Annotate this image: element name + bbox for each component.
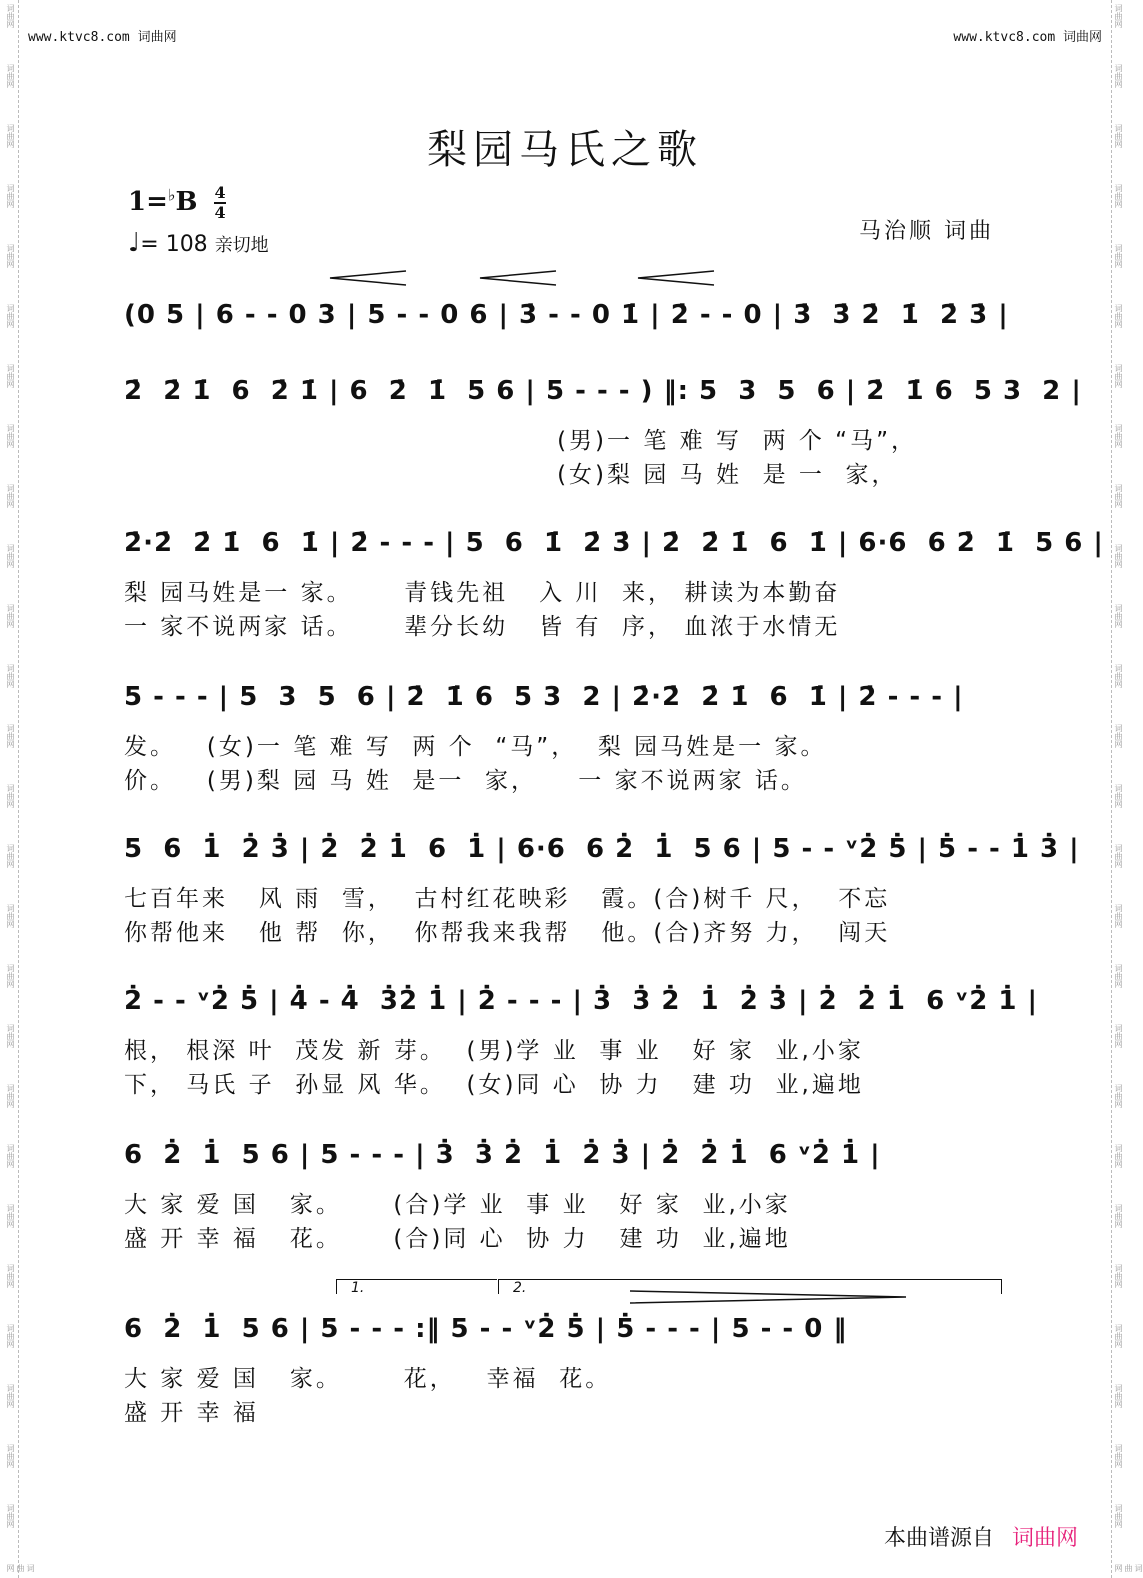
watermark-text: 词曲网 (1114, 1204, 1123, 1228)
watermark-text: 词曲网 (1114, 1444, 1123, 1468)
watermark-text: 词曲网 (1114, 1324, 1123, 1348)
crescendo-hairpin-3 (636, 268, 716, 288)
watermark-text: 词曲网 (1114, 124, 1123, 148)
key-note: B (175, 187, 198, 217)
lyric-verse-1: 发。 (女)一 笔 难 写 两 个 “马”， 梨 园马姓是一 家。 (124, 734, 827, 760)
tempo-expression: 亲切地 (214, 235, 269, 256)
header-left-url: www.ktvc8.com 词曲网 (28, 30, 177, 45)
watermark-text: 词曲网 (6, 244, 15, 268)
notation-line: 5 6 1̇ 2̇ 3̇ | 2̇ 2̇ 1̇ 6 1̇ | 6·6 6 2̇ 1̇ 5 6 | 5 - - ᵛ2̇ 5̇ | 5̇ - - 1̇ 3̇ | (124, 834, 1080, 864)
notation-line: 6 2̇ 1̇ 5 6 | 5 - - - | 3̇ 3̇ 2̇ 1̇ 2̇ 3̇ | 2̇ 2̇ 1̇ 6 ᵛ2̇ 1̇ | (124, 1140, 881, 1170)
watermark-text: 词曲网 (1114, 1564, 1143, 1572)
watermark-text: 词曲网 (1114, 1084, 1123, 1108)
watermark-text: 词曲网 (1114, 1144, 1123, 1168)
left-watermark-strip (4, 0, 35, 1578)
second-ending-bracket: 2. (498, 1279, 1002, 1294)
time-signature (214, 184, 225, 222)
watermark-text: 词曲网 (6, 1384, 15, 1408)
watermark-text: 词曲网 (6, 784, 15, 808)
watermark-text: 词曲网 (6, 124, 15, 148)
crescendo-hairpin-1 (328, 268, 408, 288)
key-tonic: 1= (128, 187, 168, 217)
watermark-text: 词曲网 (1114, 604, 1123, 628)
watermark-text: 词曲网 (6, 664, 15, 688)
lyric-verse-1: 大 家 爱 国 家。 花， 幸福 花。 (124, 1366, 612, 1392)
watermark-text: 词曲网 (1114, 364, 1123, 388)
author-credit: 马治顺 词曲 (859, 219, 994, 244)
notation-line: 2̇ - - ᵛ2̇ 5̇ | 4̇ - 4̇ 3̇2̇ 1̇ | 2̇ - - - | 3̇ 3̇ 2̇ 1̇ 2̇ 3̇ | 2̇ 2̇ 1̇ 6 ᵛ2̇ 1̇ | (124, 986, 1039, 1016)
watermark-text: 词曲网 (6, 184, 15, 208)
watermark-text: 词曲网 (6, 304, 15, 328)
watermark-text: 词曲网 (1114, 64, 1123, 88)
watermark-text: 词曲网 (1114, 304, 1123, 328)
watermark-text: 词曲网 (1114, 1264, 1123, 1288)
watermark-text: 词曲网 (1114, 424, 1123, 448)
watermark-text: 词曲网 (1114, 484, 1123, 508)
watermark-text: 词曲网 (1114, 724, 1123, 748)
watermark-text: 词曲网 (1114, 784, 1123, 808)
notation-line: 6 2̇ 1̇ 5 6 | 5 - - - :‖ 5 - - ᵛ2̇ 5̇ | 5̇ - - - | 5 - - 0 ‖ (124, 1314, 848, 1344)
lyric-verse-2: 你帮他来 他 帮 你， 你帮我来我帮 他。(合)齐努 力， 闯天 (124, 920, 891, 946)
crescendo-hairpin-2 (478, 268, 558, 288)
lyric-verse-2: (女)梨 园 马 姓 是 一 家， (124, 462, 898, 488)
footer-source (884, 1521, 1078, 1552)
watermark-text: 词曲网 (1114, 1024, 1123, 1048)
footer-brand-link[interactable]: 词曲网 (1011, 1526, 1078, 1551)
watermark-text: 词曲网 (1114, 184, 1123, 208)
watermark-text: 词曲网 (6, 1504, 15, 1528)
tempo-marking (128, 228, 269, 258)
watermark-text: 词曲网 (6, 4, 15, 28)
watermark-text: 词曲网 (1114, 964, 1123, 988)
watermark-text: 词曲网 (6, 904, 15, 928)
notation-line: 5 - - - | 5 3 5 6 | 2̇ 1̇ 6 5 3 2 | 2̇·2̇ 2̇ 1̇ 6 1̇ | 2̇ - - - | (124, 682, 964, 712)
lyric-verse-2: 价。 (男)梨 园 马 姓 是一 家， 一 家不说两家 话。 (124, 768, 807, 794)
watermark-text: 词曲网 (6, 1324, 15, 1348)
watermark-text: 词曲网 (6, 1264, 15, 1288)
watermark-text: 词曲网 (6, 424, 15, 448)
lyric-verse-1: 根， 根深 叶 茂发 新 芽。 (男)学 业 事 业 好 家 业,小家 (124, 1038, 864, 1064)
lyric-verse-1: 七百年来 风 雨 雪， 古村红花映彩 霞。(合)树千 尺， 不忘 (124, 886, 891, 912)
watermark-text: 词曲网 (1114, 904, 1123, 928)
watermark-text: 词曲网 (6, 724, 15, 748)
watermark-text: 词曲网 (1114, 1384, 1123, 1408)
watermark-text: 词曲网 (6, 64, 15, 88)
footer-source-text: 本曲谱源自 (883, 1526, 994, 1551)
watermark-text: 词曲网 (6, 844, 15, 868)
watermark-text: 词曲网 (6, 1144, 15, 1168)
song-title: 梨园马氏之歌 (427, 127, 703, 173)
header-right-url: www.ktvc8.com 词曲网 (953, 30, 1102, 45)
watermark-text: 词曲网 (1114, 1504, 1123, 1528)
notation-line: (0 5 | 6 - - 0 3 | 5 - - 0 6 | 3̇ - - 0 1̇ | 2̇ - - 0 | 3̇ 3̇ 2̇ 1̇ 2̇ 3̇ | (124, 300, 1009, 330)
watermark-text: 词曲网 (1114, 544, 1123, 568)
watermark-text: 词曲网 (6, 1084, 15, 1108)
watermark-text: 词曲网 (1114, 4, 1123, 28)
watermark-text: 词曲网 (6, 1024, 15, 1048)
crescendo-hairpin-final (630, 1288, 910, 1306)
watermark-text: 词曲网 (1114, 244, 1123, 268)
lyric-verse-2: 盛 开 幸 福 (124, 1400, 259, 1426)
watermark-text: 词曲网 (6, 1444, 15, 1468)
watermark-text: 词曲网 (6, 1204, 15, 1228)
notation-line: 2̇ 2̇ 1̇ 6 2̇ 1̇ | 6 2̇ 1̇ 5 6 | 5 - - - ) ‖: 5 3 5 6 | 2̇ 1̇ 6 5 3 2 | (124, 376, 1082, 406)
notation-line: 2̇·2̇ 2̇ 1̇ 6 1̇ | 2̇ - - - | 5 6 1̇ 2̇ 3̇ | 2̇ 2̇ 1̇ 6 1̇ | 6·6 6 2̇ 1̇ 5 6 | (124, 528, 1104, 558)
watermark-text: 词曲网 (6, 484, 15, 508)
flat-sign: ♭ (167, 185, 176, 205)
key-signature (128, 184, 226, 222)
watermark-text: 词曲网 (6, 1564, 35, 1572)
lyric-verse-2: 下， 马氏 子 孙显 风 华。 (女)同 心 协 力 建 功 业,遍地 (124, 1072, 864, 1098)
lyric-verse-2: 一 家不说两家 话。 辈分长幼 皆 有 序， 血浓于水情无 (124, 614, 841, 640)
lyric-verse-1: 大 家 爱 国 家。 (合)学 业 事 业 好 家 业,小家 (124, 1192, 791, 1218)
lyric-verse-1: 梨 园马姓是一 家。 青钱先祖 入 川 来， 耕读为本勤奋 (124, 580, 841, 606)
lyric-verse-2: 盛 开 幸 福 花。 (合)同 心 协 力 建 功 业,遍地 (124, 1226, 791, 1252)
watermark-text: 词曲网 (6, 604, 15, 628)
watermark-text: 词曲网 (1114, 844, 1123, 868)
tempo-value: = 108 (140, 232, 208, 257)
lyric-verse-1: (男)一 笔 难 写 两 个 “马”， (124, 428, 918, 454)
watermark-text: 词曲网 (6, 964, 15, 988)
watermark-text: 词曲网 (6, 544, 15, 568)
watermark-text: 词曲网 (1114, 664, 1123, 688)
time-top: 4 (214, 183, 226, 202)
right-watermark-strip (1111, 0, 1143, 1578)
watermark-text: 词曲网 (6, 364, 15, 388)
time-bottom: 4 (214, 203, 226, 222)
first-ending-bracket: 1. (336, 1279, 497, 1294)
quarter-note-icon: ♩ (128, 228, 141, 258)
